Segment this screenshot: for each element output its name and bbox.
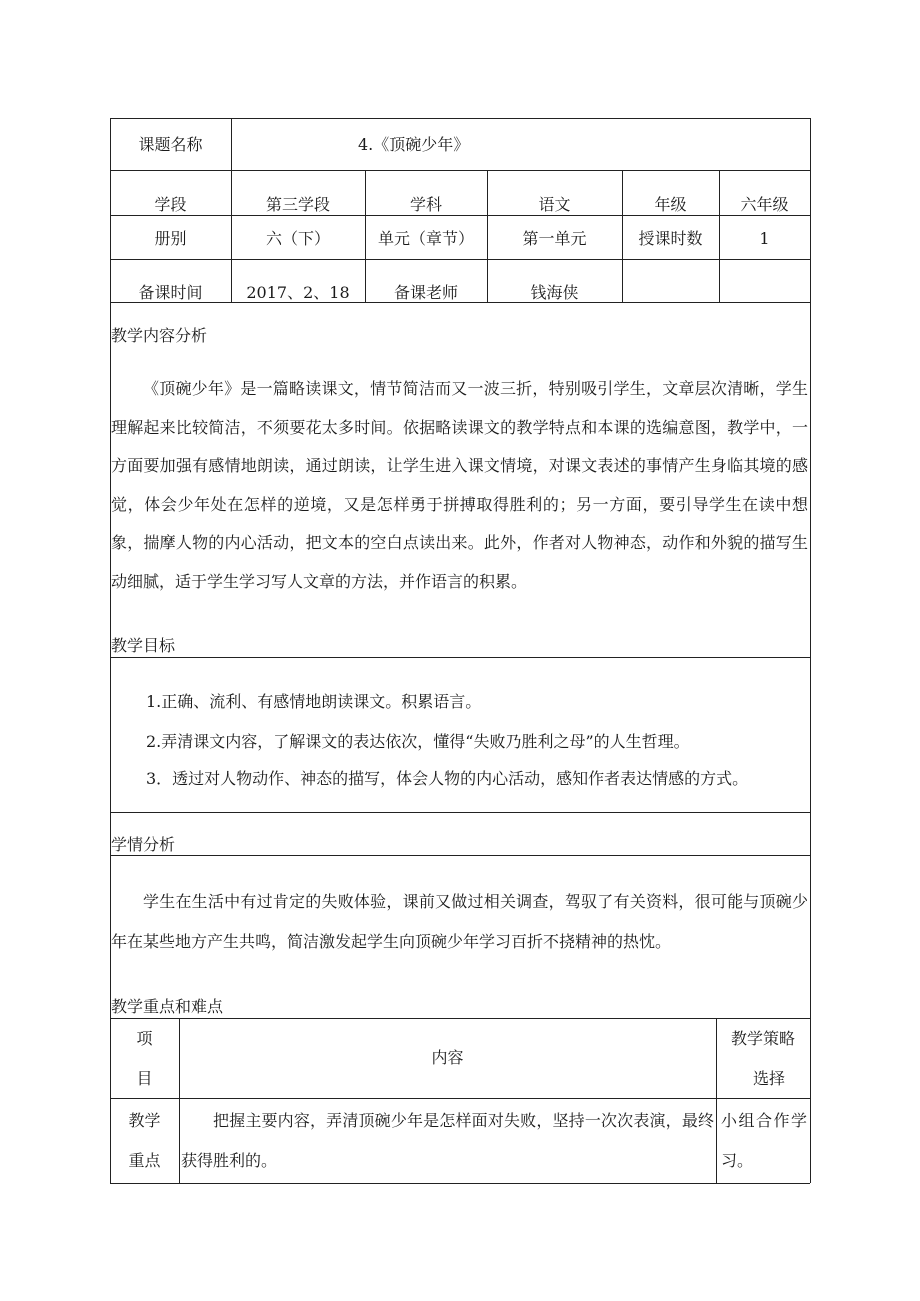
rule-bottom xyxy=(110,1183,810,1184)
rule-learner-top xyxy=(110,855,810,856)
cell-stage-value: 第三学段 xyxy=(265,195,330,214)
cell-volume-value: 六（下） xyxy=(265,229,330,248)
rule-top xyxy=(110,118,810,119)
cell-unit-label: 单元（章节） xyxy=(377,229,474,248)
goal-item-1: 1.正确、流利、有感情地朗读课文。积累语言。 xyxy=(146,692,482,711)
course-title-label: 课题名称 xyxy=(138,135,203,154)
cell-teacher-value: 钱海侠 xyxy=(530,283,579,302)
cell-teacher-label: 备课老师 xyxy=(393,283,458,302)
cell-subject-label: 学科 xyxy=(409,195,442,214)
cell-volume-label: 册别 xyxy=(154,229,187,248)
rule-right xyxy=(810,118,811,1183)
cell-prep-date-label: 备课时间 xyxy=(138,283,203,302)
goals-heading: 教学目标 xyxy=(111,636,176,655)
kp-col-strategy-1: 教学策略 xyxy=(730,1029,795,1048)
rule-keypoints-r1 xyxy=(110,1098,810,1099)
rule-r2 xyxy=(110,215,810,216)
kp-row-strategy: 小组合作学习。 xyxy=(721,1111,807,1170)
kp-row-item-1: 教学 xyxy=(128,1111,161,1130)
rule-r1 xyxy=(110,170,810,171)
rule-r3 xyxy=(110,259,810,260)
cell-stage-label: 学段 xyxy=(154,195,187,214)
cell-hours-label: 授课时数 xyxy=(638,229,703,248)
cell-grade-label: 年级 xyxy=(654,195,687,214)
kp-row-content: 把握主要内容，弄清顶碗少年是怎样面对失败，坚持一次次表演，最终获得胜利的。 xyxy=(181,1111,714,1170)
cell-hours-value: 1 xyxy=(759,229,770,248)
rule-k-c1 xyxy=(179,1018,180,1183)
learner-analysis-heading: 学情分析 xyxy=(111,835,176,854)
goal-item-2: 2.弄清课文内容，了解课文的表达依次，懂得“失败乃胜利之母”的人生哲理。 xyxy=(146,732,690,751)
learner-analysis-text: 学生在生活中有过肯定的失败体验，课前又做过相关调查，驾驭了有关资料，很可能与顶碗少年在某些地方产生共鸣，简洁激发起学生向顶碗少年学习百折不挠精神的热忱。 xyxy=(111,892,808,951)
cell-grade-value: 六年级 xyxy=(740,195,789,214)
cell-unit-value: 第一单元 xyxy=(522,229,587,248)
kp-col-strategy-2: 选择 xyxy=(752,1069,785,1088)
cell-prep-date-value: 2017、2、18 xyxy=(246,283,350,302)
cell-subject-value: 语文 xyxy=(538,195,571,214)
rule-goals-bottom xyxy=(110,812,810,813)
goal-item-3: 3．透过对人物动作、神态的描写，体会人物的内心活动，感知作者表达情感的方式。 xyxy=(146,769,749,788)
kp-row-item-2: 重点 xyxy=(128,1151,161,1170)
content-analysis-heading: 教学内容分析 xyxy=(111,326,208,345)
kp-col-item-2: 目 xyxy=(136,1069,153,1088)
kp-col-item-1: 项 xyxy=(136,1029,153,1048)
course-title-value: 4.《顶碗少年》 xyxy=(358,135,470,154)
rule-keypoints-top xyxy=(110,1018,810,1019)
content-analysis-text: 《顶碗少年》是一篇略读课文，情节简洁而又一波三折，特别吸引学生，文章层次清晰，学生理解起来比较简洁，不须要花太多时间。依据略读课文的教学特点和本课的选编意图，教学中，一方面要加强有感情地朗读，通过朗读，让学生进入课文情境，对课文表述的事情产生身临其境的感觉，体会少年处在怎样的逆境，又是怎样勇于拼搏取得胜利的；另一方面，要引导学生在读中想象，揣摩人物的内心活动，把文本的空白点读出来。此外，作者对人物神态，动作和外貌的描写生动细腻，适于学生学习写人文章的方法，并作语言的积累。 xyxy=(111,379,808,591)
rule-goals-top xyxy=(110,657,810,658)
kp-col-content: 内容 xyxy=(431,1048,464,1067)
key-points-heading: 教学重点和难点 xyxy=(111,997,224,1016)
